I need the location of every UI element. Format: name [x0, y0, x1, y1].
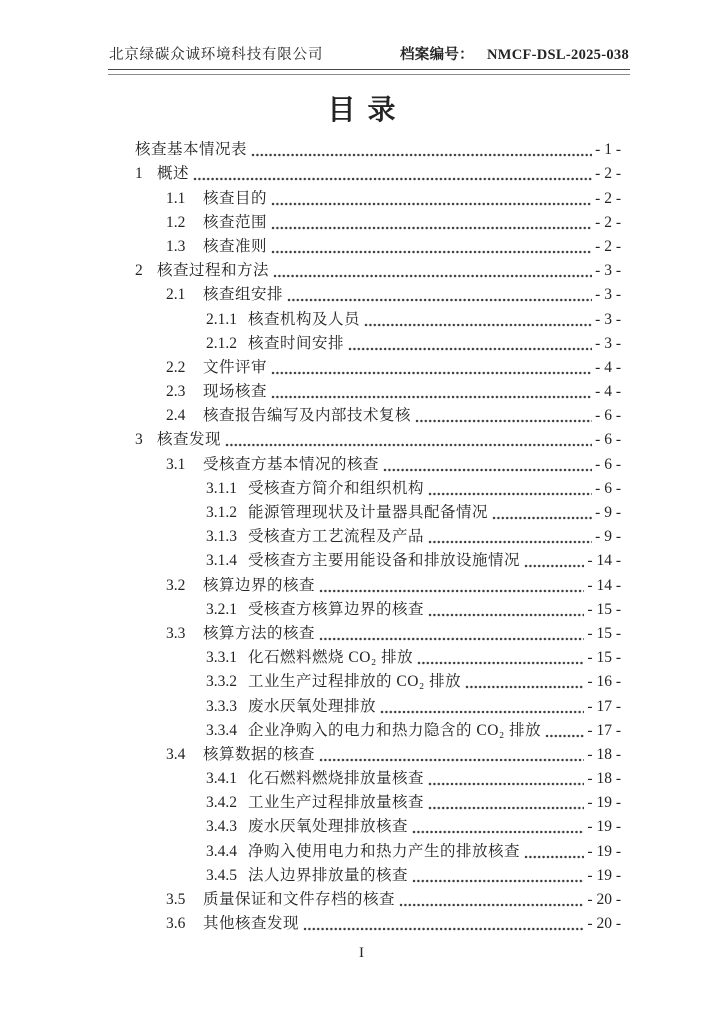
toc-entry-number: 3.3.1 — [206, 649, 237, 667]
toc-entry-page: - 17 - — [587, 721, 621, 739]
toc-entry-label: 工业生产过程排放的 CO₂ 排放 — [248, 673, 462, 691]
toc-entry-label: 核查过程和方法 — [157, 262, 270, 280]
toc-leader-dots — [399, 892, 584, 910]
toc-entry-page: - 6 - — [595, 479, 621, 497]
toc-entry-page: - 9 - — [595, 504, 621, 521]
toc-entry-number: 1.2 — [166, 213, 186, 231]
toc-entry-page: - 9 - — [595, 528, 621, 546]
page-header — [108, 46, 630, 75]
toc-entry-label: 化石燃料燃烧排放量核查 — [248, 770, 425, 788]
toc-entry — [135, 813, 621, 837]
toc-entry-label: 核查组安排 — [203, 286, 284, 304]
toc-entry — [135, 717, 621, 741]
toc-entry-page: - 15 - — [587, 600, 621, 618]
toc-leader-dots — [271, 191, 592, 209]
toc-entry — [135, 281, 621, 305]
toc-entry — [135, 668, 621, 692]
toc-entry-number: 3.4.4 — [206, 842, 237, 860]
toc-entry-number: 3.1.2 — [206, 504, 237, 521]
archive-number: NMCF-DSL-2025-038 — [486, 47, 629, 63]
toc-leader-dots — [415, 408, 592, 426]
toc-entry — [135, 547, 621, 571]
toc-entry — [135, 160, 621, 184]
toc-entry-page: - 18 - — [587, 770, 621, 788]
toc-entry-label: 企业净购入的电力和热力隐含的 CO₂ 排放 — [248, 721, 542, 739]
toc-entry-label: 法人边界排放量的核查 — [248, 866, 409, 884]
toc-entry-number: 2.1 — [166, 286, 186, 304]
toc-entry — [135, 692, 621, 716]
toc-entry-page: - 3 - — [595, 310, 621, 328]
toc-entry-page: - 2 - — [595, 165, 621, 183]
toc-entry-number: 2.4 — [166, 407, 186, 425]
footer-page-number: I — [359, 945, 364, 961]
toc-entry — [135, 354, 621, 378]
toc-entry — [135, 571, 621, 595]
toc-entry-number: 3 — [135, 431, 143, 449]
toc-entry-label: 核查发现 — [157, 431, 222, 449]
toc-entry-number: 3.3.3 — [206, 697, 237, 715]
toc-entry-page: - 19 - — [587, 842, 621, 860]
toc-entry-page: - 15 - — [587, 624, 621, 642]
toc-entry — [135, 209, 621, 233]
toc-entry-label: 净购入使用电力和热力产生的排放核查 — [248, 842, 521, 860]
toc-entry-label: 受核查方主要用能设备和排放设施情况 — [248, 552, 521, 570]
toc-entry-number: 2.2 — [166, 358, 186, 376]
toc-entry — [135, 886, 621, 910]
toc-entry-number: 3.5 — [166, 891, 186, 908]
toc-entry-label: 受核查方核算边界的核查 — [248, 600, 425, 618]
toc-entry — [135, 402, 621, 426]
toc-leader-dots — [428, 529, 592, 547]
toc-entry-page: - 4 - — [595, 358, 621, 376]
toc-entry-number: 2.3 — [166, 383, 186, 401]
toc-entry — [135, 233, 621, 257]
toc-entry-number: 3.4.3 — [206, 818, 237, 836]
toc-entry-page: - 20 - — [587, 891, 621, 908]
toc-entry — [135, 499, 621, 523]
toc-leader-dots — [412, 868, 584, 886]
toc-entry-page: - 14 - — [587, 552, 621, 570]
toc-leader-dots — [492, 505, 592, 523]
toc-entry-page: - 6 - — [595, 431, 621, 449]
toc-leader-dots — [428, 481, 592, 499]
toc-entry-page: - 6 - — [595, 407, 621, 425]
toc-leader-dots — [428, 795, 584, 813]
toc-entry — [135, 426, 621, 450]
archive-label: 档案编号： — [399, 47, 474, 63]
toc-entry-number: 3.1.3 — [206, 528, 237, 546]
toc-entry-number: 3.2.1 — [206, 600, 237, 618]
toc-entry-label: 受核查方工艺流程及产品 — [248, 528, 425, 546]
toc-entry-number: 3.1.4 — [206, 552, 237, 570]
toc-entry-page: - 6 - — [595, 455, 621, 473]
toc-entry-number: 3.4.2 — [206, 794, 237, 812]
toc-entry-label: 质量保证和文件存档的核查 — [203, 891, 396, 908]
toc-entry-page: - 19 - — [587, 818, 621, 836]
toc-leader-dots — [225, 432, 592, 450]
toc-entry-page: - 4 - — [595, 383, 621, 401]
toc-entry-number: 3.1.1 — [206, 479, 237, 497]
toc-leader-dots — [428, 771, 584, 789]
toc-entry-label: 化石燃料燃烧 CO₂ 排放 — [248, 649, 414, 667]
toc-entry-page: - 3 - — [595, 334, 621, 352]
toc-entry-label: 概述 — [157, 165, 190, 183]
toc-entry-page: - 2 - — [595, 237, 621, 255]
toc-entry — [135, 450, 621, 474]
toc-entry-label: 核算方法的核查 — [203, 624, 316, 642]
toc-entry-page: - 17 - — [587, 697, 621, 715]
toc-entry-label: 受核查方基本情况的核查 — [203, 455, 380, 473]
toc-entry — [135, 257, 621, 281]
toc-leader-dots — [465, 674, 584, 692]
toc-leader-dots — [271, 360, 592, 378]
toc-entry — [135, 620, 621, 644]
toc-entry — [135, 184, 621, 208]
toc-entry-label: 现场核查 — [203, 383, 268, 401]
toc-entry — [135, 475, 621, 499]
toc-entry-number: 2.1.1 — [206, 310, 237, 328]
toc-leader-dots — [383, 457, 592, 475]
toc-entry-label: 核查范围 — [203, 213, 268, 231]
toc-leader-dots — [428, 602, 584, 620]
toc-entry-label: 核算边界的核查 — [203, 576, 316, 594]
toc-entry-number: 3.4.5 — [206, 866, 237, 884]
toc-entry-number: 1.3 — [166, 237, 186, 255]
toc-entry-label: 核查目的 — [203, 189, 268, 207]
header-row — [108, 46, 630, 69]
toc-entry-page: - 14 - — [587, 576, 621, 594]
toc-leader-dots — [524, 844, 584, 862]
toc-entry-label: 其他核查发现 — [203, 915, 300, 933]
toc-entry-label: 文件评审 — [203, 358, 268, 376]
toc-leader-dots — [380, 699, 584, 717]
toc-entry — [135, 378, 621, 402]
toc-entry-page: - 20 - — [587, 915, 621, 933]
toc-entry — [135, 741, 621, 765]
archive-number-group — [400, 46, 629, 64]
toc-leader-dots — [251, 142, 592, 160]
toc-entry — [135, 644, 621, 668]
toc-list — [135, 136, 621, 934]
toc-entry-page: - 18 - — [587, 745, 621, 763]
toc-entry — [135, 765, 621, 789]
toc-leader-dots — [545, 723, 584, 741]
toc-entry-page: - 15 - — [587, 649, 621, 667]
toc-leader-dots — [271, 215, 592, 233]
toc-entry-label: 废水厌氧处理排放 — [248, 697, 377, 715]
toc-entry-number: 3.4.1 — [206, 770, 237, 788]
toc-entry — [135, 596, 621, 620]
toc-entry-label: 核算数据的核查 — [203, 745, 316, 763]
toc-entry-number: 3.3 — [166, 624, 186, 642]
toc-entry-label: 受核查方简介和组织机构 — [248, 479, 425, 497]
toc-entry-page: - 3 - — [595, 262, 621, 280]
toc-entry-label: 能源管理现状及计量器具配备情况 — [248, 504, 489, 521]
toc-entry-number: 3.3.4 — [206, 721, 237, 739]
toc-entry-number: 3.4 — [166, 745, 186, 763]
toc-leader-dots — [271, 384, 592, 402]
page-title: 目录 — [327, 95, 408, 126]
toc-entry — [135, 523, 621, 547]
toc-leader-dots — [319, 626, 584, 644]
toc-entry-page: - 16 - — [587, 673, 621, 691]
toc-entry — [135, 910, 621, 934]
toc-leader-dots — [271, 239, 592, 257]
toc-leader-dots — [273, 263, 592, 281]
toc-entry-label: 核查基本情况表 — [135, 141, 248, 159]
toc-entry-label: 核查机构及人员 — [248, 310, 361, 328]
toc-entry-page: - 19 - — [587, 866, 621, 884]
toc-entry-label: 工业生产过程排放量核查 — [248, 794, 425, 812]
toc-entry-page: - 2 - — [595, 213, 621, 231]
toc-entry — [135, 136, 621, 160]
toc-entry — [135, 837, 621, 861]
toc-entry-number: 3.6 — [166, 915, 186, 933]
toc-leader-dots — [319, 578, 584, 596]
company-name: 北京绿碳众诚环境科技有限公司 — [109, 47, 324, 63]
toc-leader-dots — [364, 312, 592, 330]
toc-entry-label: 废水厌氧处理排放核查 — [248, 818, 409, 836]
toc-leader-dots — [417, 650, 584, 668]
toc-entry — [135, 305, 621, 329]
toc-entry-number: 1 — [135, 165, 143, 183]
toc-leader-dots — [319, 747, 584, 765]
toc-entry-label: 核查准则 — [203, 237, 268, 255]
toc-entry-page: - 19 - — [587, 794, 621, 812]
header-double-rule — [108, 69, 630, 75]
toc-entry-page: - 3 - — [595, 286, 621, 304]
toc-entry — [135, 330, 621, 354]
toc-entry — [135, 789, 621, 813]
toc-entry-number: 2.1.2 — [206, 334, 237, 352]
toc-leader-dots — [524, 553, 584, 571]
toc-entry-label: 核查时间安排 — [248, 334, 345, 352]
toc-entry-number: 3.1 — [166, 455, 186, 473]
toc-entry-number: 2 — [135, 262, 143, 280]
toc-leader-dots — [193, 166, 592, 184]
toc-leader-dots — [287, 287, 592, 305]
page-footer — [0, 945, 723, 962]
toc-entry-page: - 1 - — [595, 141, 621, 159]
toc-entry-number: 3.2 — [166, 576, 186, 594]
toc-entry-page: - 2 - — [595, 189, 621, 207]
toc-entry-number: 1.1 — [166, 189, 186, 207]
toc-entry-number: 3.3.2 — [206, 673, 237, 691]
toc-leader-dots — [303, 916, 584, 934]
toc-entry-label: 核查报告编写及内部技术复核 — [203, 407, 412, 425]
toc-leader-dots — [348, 336, 592, 354]
toc-entry — [135, 862, 621, 886]
toc-leader-dots — [412, 819, 584, 837]
